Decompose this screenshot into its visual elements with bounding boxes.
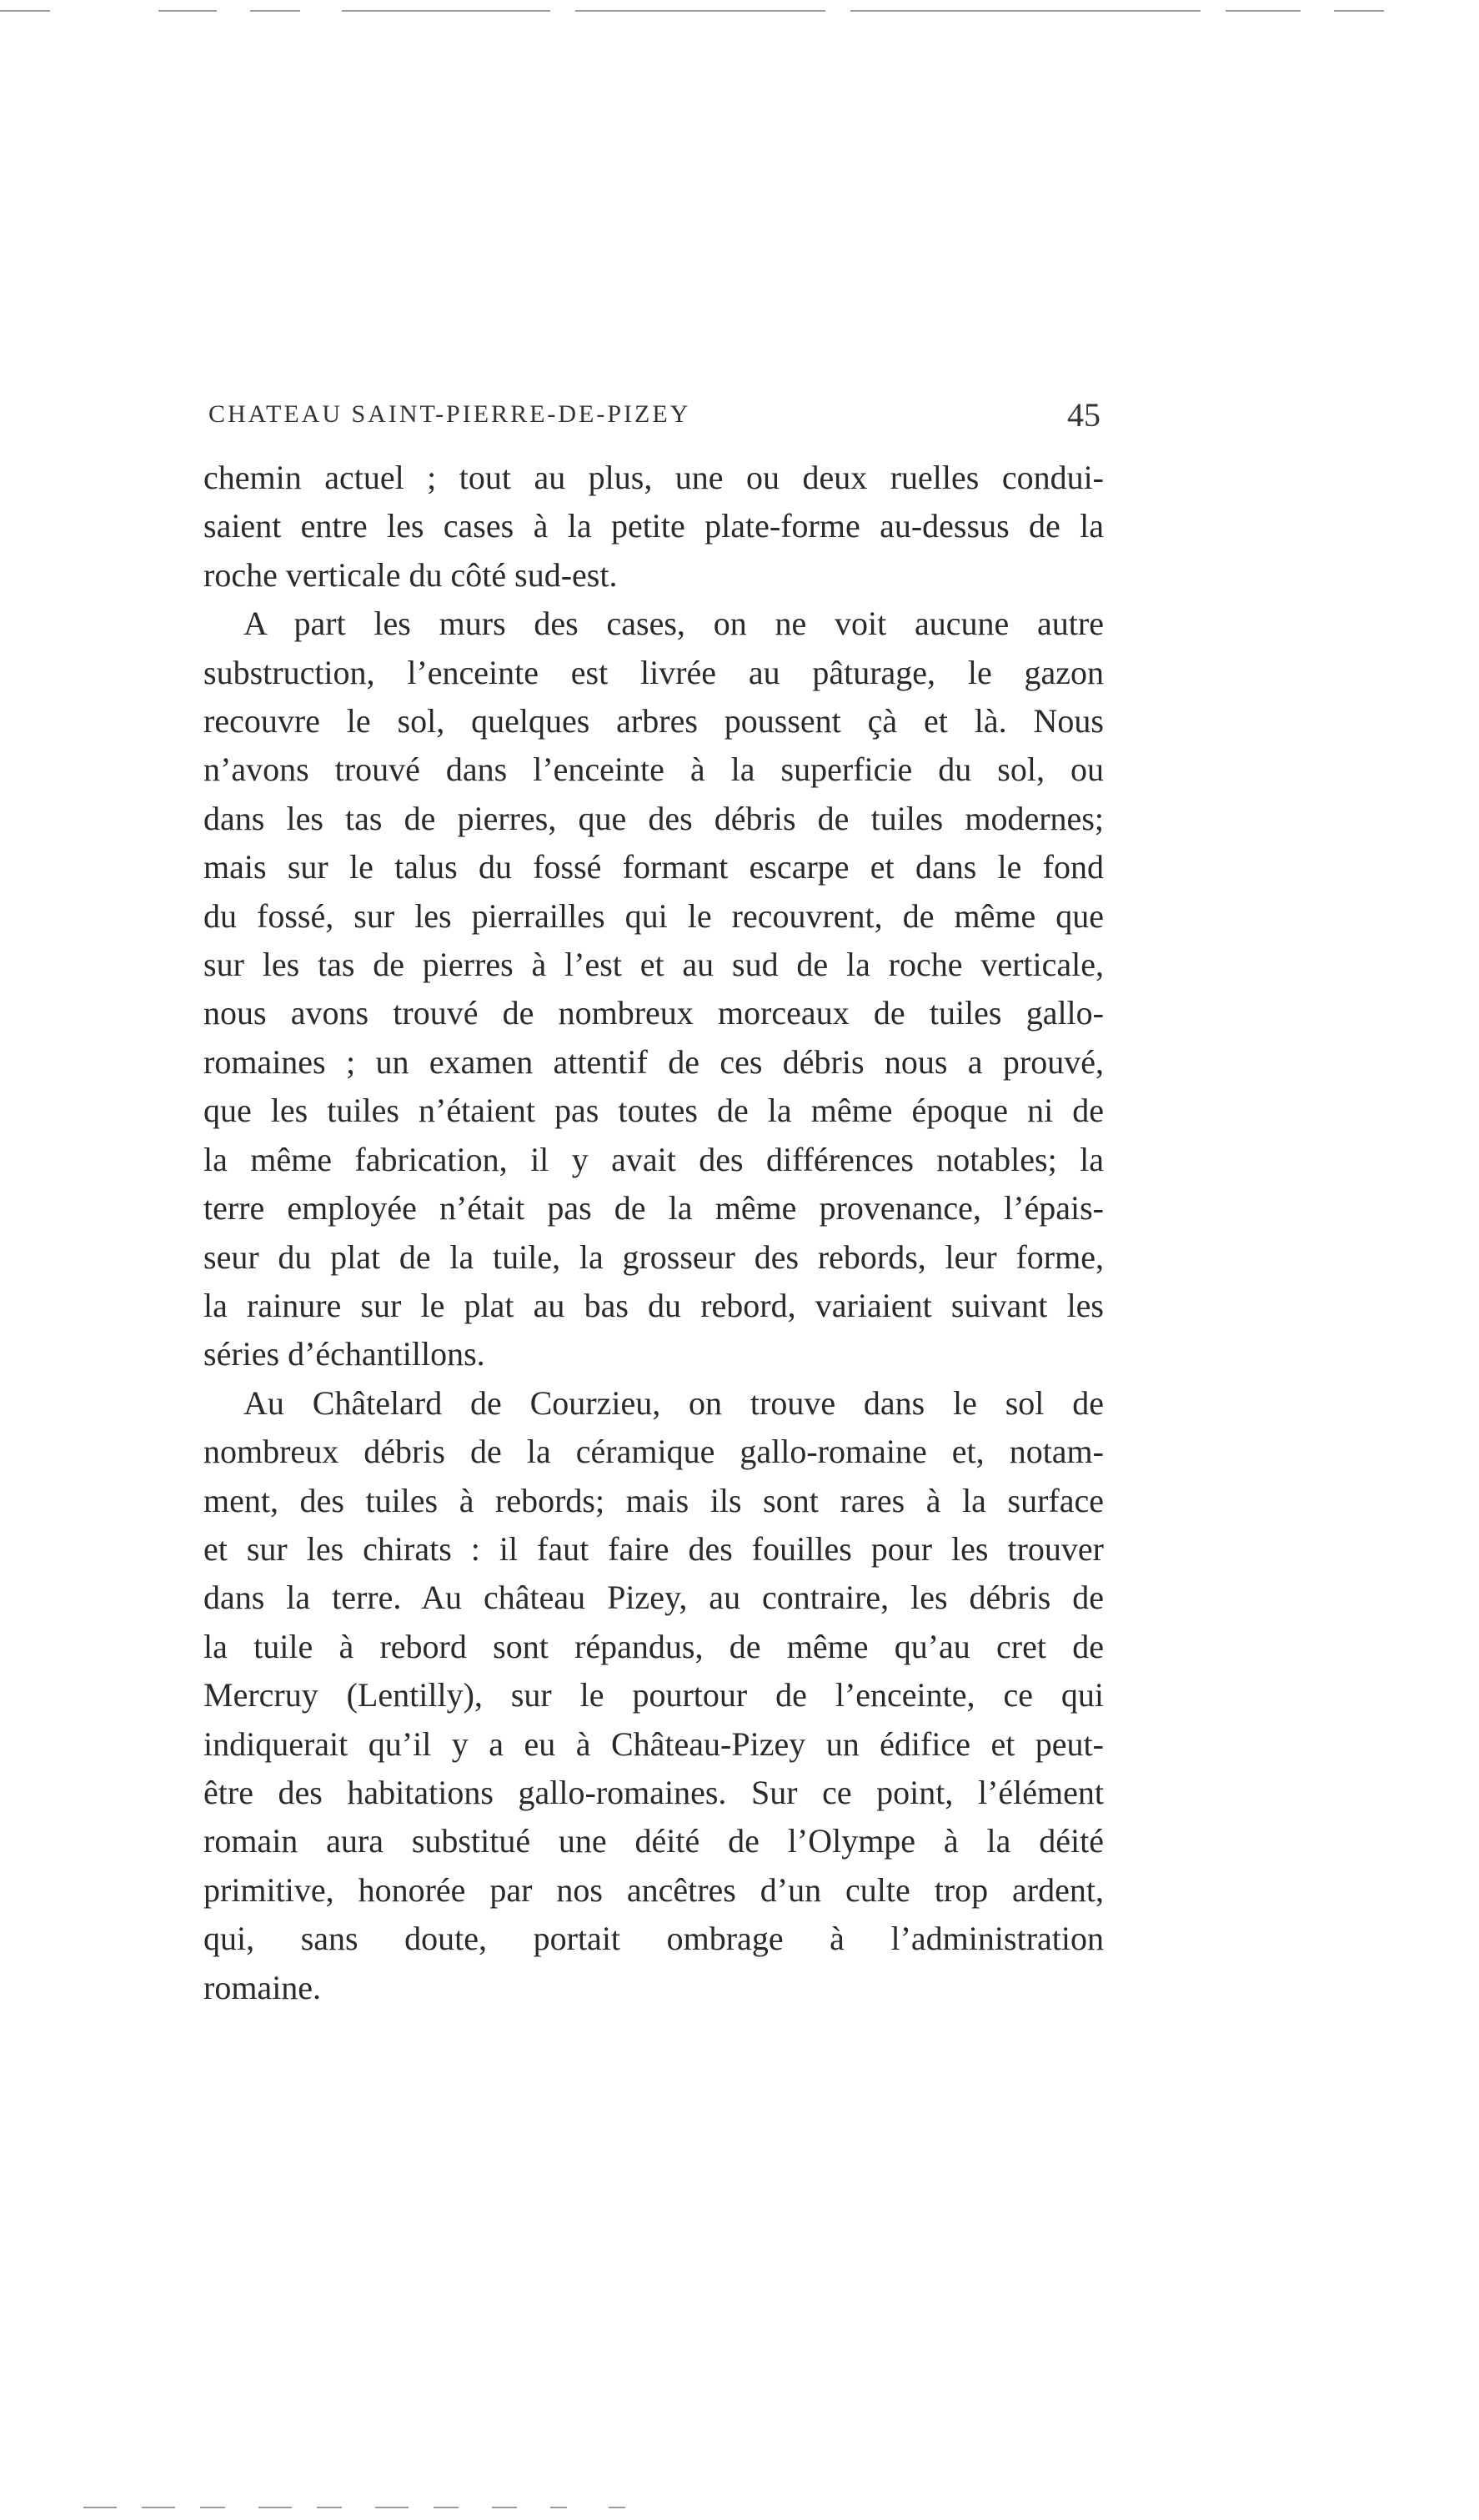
page-edge-top xyxy=(0,10,1479,12)
page-edge-bottom xyxy=(0,2507,1479,2508)
text-line: seur du plat de la tuile, la grosseur des rebords, leur forme, xyxy=(203,1237,1104,1276)
paragraph xyxy=(203,600,1104,1379)
text-line: et sur les chirats : il faut faire des fouilles pour les trouver xyxy=(203,1529,1104,1568)
body-text xyxy=(203,454,1104,2012)
text-line: être des habitations gallo-romaines. Sur ce point, l’élément xyxy=(203,1773,1104,1811)
text-line: dans la terre. Au château Pizey, au contraire, les débris de xyxy=(203,1579,1104,1617)
text-line: romaine. xyxy=(203,1968,322,2006)
text-line: recouvre le sol, quelques arbres poussent çà et là. Nous xyxy=(203,702,1104,740)
text-line: la même fabrication, il y avait des différences notables; la xyxy=(203,1140,1104,1178)
text-line: n’avons trouvé dans l’enceinte à la superficie du sol, ou xyxy=(203,750,1104,789)
text-line: primitive, honorée par nos ancêtres d’un culte trop ardent, xyxy=(203,1870,1104,1909)
text-line: qui, sans doute, portait ombrage à l’administration xyxy=(203,1920,1104,1958)
text-line: la rainure sur le plat au bas du rebord, variaient suivant les xyxy=(203,1286,1104,1324)
text-line: ment, des tuiles à rebords; mais ils sont rares à la surface xyxy=(203,1481,1104,1519)
text-line: séries d’échantillons. xyxy=(203,1335,485,1373)
text-line: que les tuiles n’étaient pas toutes de la même époque ni de xyxy=(203,1092,1104,1130)
paragraph xyxy=(203,1379,1104,2012)
text-line: Au Châtelard de Courzieu, on trouve dans le sol de xyxy=(243,1383,1104,1422)
text-line: chemin actuel ; tout au plus, une ou deux ruelles condui- xyxy=(203,459,1104,496)
text-line: romain aura substitué une déité de l’Olympe à la déité xyxy=(203,1822,1104,1860)
text-line: nombreux débris de la céramique gallo-romaine et, notam- xyxy=(203,1433,1104,1471)
text-line: nous avons trouvé de nombreux morceaux de tuiles gallo- xyxy=(203,994,1104,1032)
text-line: mais sur le talus du fossé formant escarpe et dans le fond xyxy=(203,848,1104,886)
text-line: substruction, l’enceinte est livrée au pâturage, le gazon xyxy=(203,653,1104,691)
text-line: A part les murs des cases, on ne voit aucune autre xyxy=(243,605,1104,643)
text-line: Mercruy (Lentilly), sur le pourtour de l’enceinte, ce qui xyxy=(203,1676,1104,1714)
text-line: indiquerait qu’il y a eu à Château-Pizey un édifice et peut- xyxy=(203,1724,1104,1763)
text-line: romaines ; un examen attentif de ces débris nous a prouvé, xyxy=(203,1042,1104,1081)
text-line: dans les tas de pierres, que des débris de tuiles modernes; xyxy=(203,799,1104,837)
page-number: 45 xyxy=(1067,396,1100,434)
text-line: roche verticale du côté sud-est. xyxy=(203,555,618,594)
running-header xyxy=(208,392,1100,442)
text-line: sur les tas de pierres à l’est et au sud de la roche verticale, xyxy=(203,946,1104,984)
text-line: terre employée n’était pas de la même provenance, l’épais- xyxy=(203,1189,1104,1227)
text-line: du fossé, sur les pierrailles qui le recouvrent, de même que xyxy=(203,896,1104,935)
paragraph xyxy=(203,454,1104,600)
text-line: saient entre les cases à la petite plate-forme au-dessus de la xyxy=(203,507,1104,545)
text-line: la tuile à rebord sont répandus, de même qu’au cret de xyxy=(203,1627,1104,1665)
running-title: CHATEAU SAINT-PIERRE-DE-PIZEY xyxy=(208,400,691,428)
